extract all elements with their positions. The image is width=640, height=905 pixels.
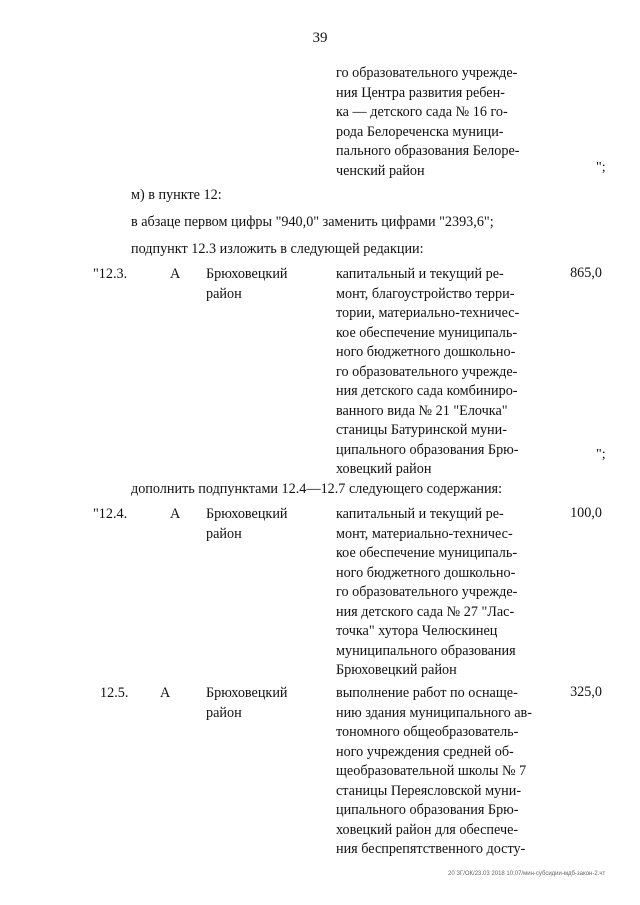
row-amount: 865,0 [570, 265, 602, 281]
text-line: выполнение работ по оснаще- [336, 685, 518, 701]
row-category: А [170, 266, 181, 282]
row-category: А [160, 685, 171, 701]
text-line: щеобразовательной школы № 7 [336, 763, 527, 779]
paragraph-subclause-edit: подпункт 12.3 изложить в следующей редакции: [131, 241, 424, 257]
text-line: тории, материально-техничес- [336, 305, 520, 321]
row-district [206, 265, 288, 304]
district-line: Брюховецкий [206, 266, 288, 282]
footer-file-stamp: 20 ЗГ/ОК/23.03 2018 10:07/мин-субсидии-мдб-закон-2.чт [448, 871, 606, 877]
text-line: ховецкий район для обеспече- [336, 821, 519, 838]
row-description [336, 684, 536, 860]
district-line: Брюховецкий [206, 685, 288, 701]
district-line: район [206, 285, 242, 302]
text-line: кое обеспечение муниципаль- [336, 545, 518, 561]
text-line: кое обеспечение муниципаль- [336, 324, 518, 341]
closing-quote-mark: "; [596, 447, 606, 462]
text-line: точка" хутора Челюскинец [336, 623, 498, 639]
row-category: А [170, 506, 181, 522]
text-line: ного учреждения средней об- [336, 743, 514, 760]
row-amount: 325,0 [570, 684, 602, 700]
row-number: 12.5. [100, 685, 129, 701]
row-district [206, 684, 288, 723]
district-line: район [206, 704, 242, 721]
top-continuation-text [336, 64, 536, 181]
text-line: капитальный и текущий ре- [336, 506, 504, 522]
text-line: рода Белореченска муници- [336, 123, 504, 140]
text-line: нию здания муниципального ав- [336, 704, 532, 721]
text-line: станицы Переясловской муни- [336, 782, 522, 799]
paragraph-replace-figures: в абзаце первом цифры "940,0" заменить цифрами "2393,6"; [131, 214, 494, 230]
paragraph-item-m: м) в пункте 12: [131, 187, 222, 203]
text-line: ного бюджетного дошкольно- [336, 344, 516, 360]
text-line: ния детского сада № 27 "Лас- [336, 603, 515, 620]
text-line: го образовательного учрежде- [336, 584, 518, 600]
text-line: монт, благоустройство терри- [336, 285, 515, 302]
row-description [336, 505, 536, 681]
text-line: монт, материально-техничес- [336, 525, 513, 542]
text-line: ния Центра развития ребен- [336, 84, 505, 101]
row-district [206, 505, 288, 544]
page-number: 39 [312, 30, 328, 46]
text-line: ченский район [336, 162, 425, 179]
text-line: муниципального образования [336, 642, 516, 659]
text-line: ного бюджетного дошкольно- [336, 564, 516, 581]
text-line: Брюховецкий район [336, 662, 457, 678]
text-line: капитальный и текущий ре- [336, 266, 504, 282]
row-amount: 100,0 [570, 505, 602, 521]
text-line: го образовательного учрежде- [336, 363, 518, 380]
district-line: район [206, 525, 242, 542]
text-line: ванного вида № 21 "Елочка" [336, 402, 508, 419]
closing-quote-mark: "; [596, 160, 606, 175]
text-line: ния беспрепятственного досту- [336, 841, 526, 857]
paragraph-add-subclauses: дополнить подпунктами 12.4—12.7 следующего содержания: [131, 481, 503, 497]
text-line: ципального образования Брю- [336, 441, 519, 458]
text-line: ховецкий район [336, 461, 432, 477]
district-line: Брюховецкий [206, 506, 288, 522]
row-description [336, 265, 536, 480]
row-number: "12.3. [93, 266, 128, 282]
text-line: тономного общеобразователь- [336, 724, 519, 740]
text-line: ния детского сада комбиниро- [336, 383, 518, 399]
text-line: ка — детского сада № 16 го- [336, 104, 508, 120]
text-line: го образовательного учрежде- [336, 65, 518, 81]
text-line: станицы Батуринской муни- [336, 422, 507, 438]
row-number: "12.4. [93, 506, 128, 522]
text-line: пального образования Белоре- [336, 143, 520, 159]
text-line: ципального образования Брю- [336, 802, 519, 818]
